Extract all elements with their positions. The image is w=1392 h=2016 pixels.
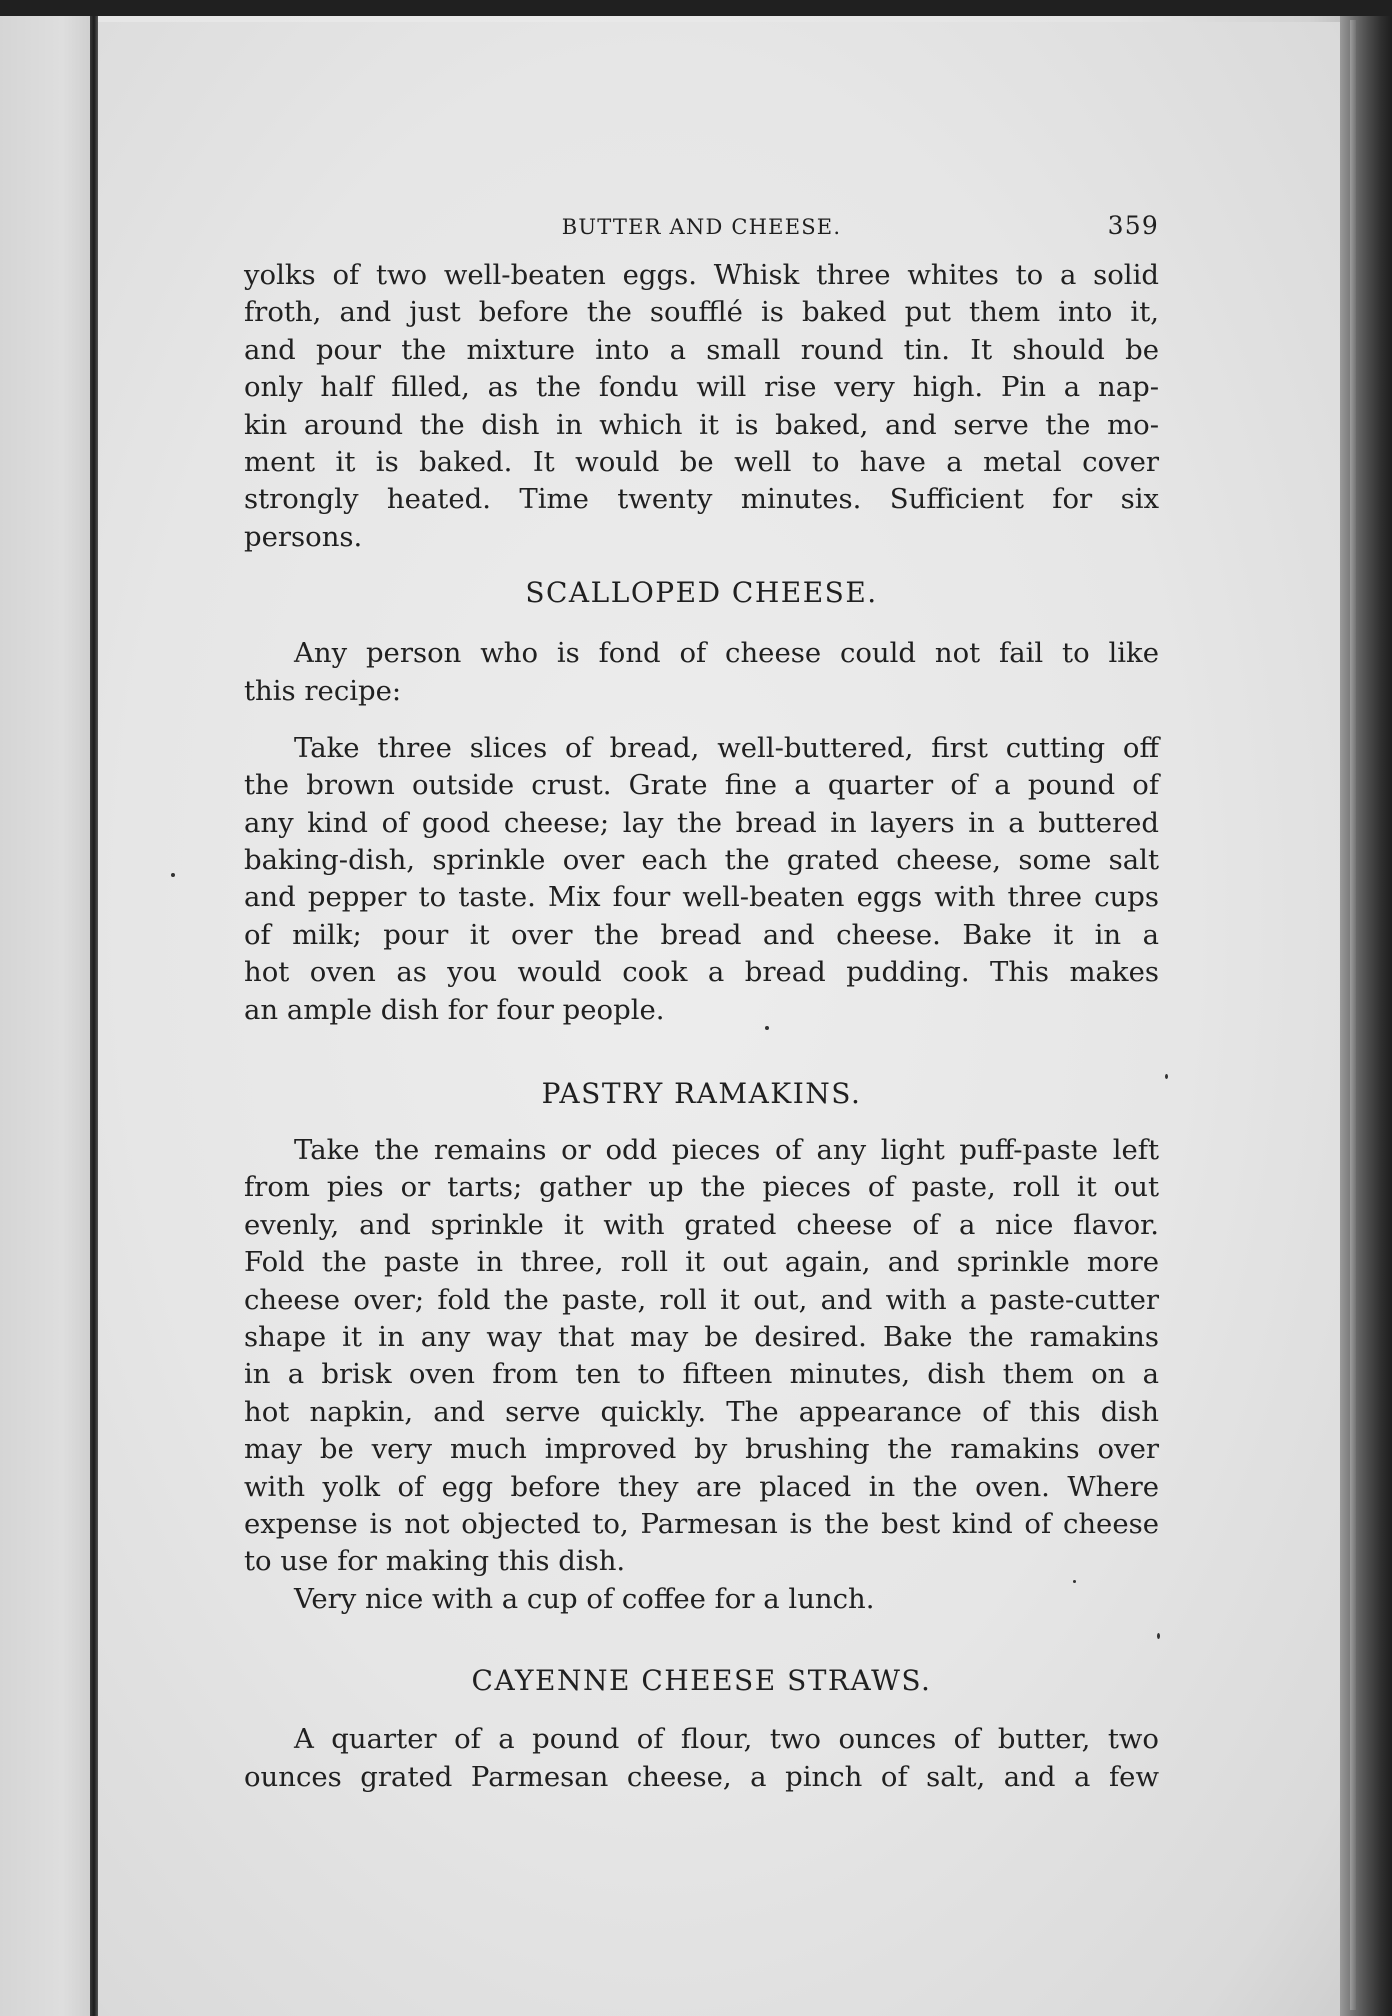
text-line: expense is not objected to, Parmesan is the best kind of cheese <box>244 1507 1159 1540</box>
continuation-paragraph <box>244 257 1159 556</box>
text-line: the brown outside crust. Grate fine a quarter of a pound of <box>244 769 1159 802</box>
page-text <box>244 205 1159 1796</box>
text-line: hot napkin, and serve quickly. The appearance of this dish <box>244 1395 1159 1428</box>
text-line: Very nice with a cup of coffee for a lunch. <box>294 1582 875 1615</box>
text-line: hot oven as you would cook a bread pudding. This makes <box>244 956 1159 989</box>
paragraph-gap <box>244 710 1159 730</box>
text-line: strongly heated. Time twenty minutes. Sufficient for six <box>244 483 1159 516</box>
text-line: and pepper to taste. Mix four well-beaten eggs with three cups <box>244 881 1159 914</box>
text-line: kin around the dish in which it is baked, and serve the mo- <box>244 408 1159 441</box>
paragraph <box>244 1721 1159 1796</box>
paragraph <box>244 730 1159 1029</box>
text-line: froth, and just before the soufflé is baked put them into it, <box>244 296 1159 329</box>
page-edge-highlight <box>1350 20 1356 2010</box>
text-line: in a brisk oven from ten to fifteen minutes, dish them on a <box>244 1358 1159 1391</box>
text-line: Take three slices of bread, well-buttered, first cutting off <box>294 731 1159 764</box>
page-number: 359 <box>1107 211 1159 240</box>
facing-page-edge <box>0 16 90 2016</box>
text-line: only half filled, as the fondu will rise very high. Pin a nap- <box>244 371 1159 404</box>
paragraph <box>244 1132 1159 1581</box>
text-line: from pies or tarts; gather up the pieces of paste, roll it out <box>244 1171 1159 1204</box>
text-line: Any person who is fond of cheese could not fail to like <box>294 637 1159 670</box>
text-line: to use for making this dish. <box>244 1545 626 1578</box>
paragraph <box>244 635 1159 710</box>
ink-speck <box>1165 1074 1168 1079</box>
scan-top-border <box>0 0 1392 16</box>
text-line: an ample dish for four people. <box>244 993 665 1026</box>
text-line: this recipe: <box>244 674 402 707</box>
text-line: yolks of two well-beaten eggs. Whisk three whites to a solid <box>244 259 1159 291</box>
text-line: cheese over; fold the paste, roll it out, and with a paste-cutter <box>244 1283 1159 1316</box>
text-line: of milk; pour it over the bread and cheese. Bake it in a <box>244 918 1159 951</box>
ink-speck <box>171 873 175 877</box>
text-line: baking-dish, sprinkle over each the grated cheese, some salt <box>244 844 1159 877</box>
running-head-title: BUTTER AND CHEESE. <box>561 215 842 239</box>
text-line: persons. <box>244 520 363 553</box>
text-line: Take the remains or odd pieces of any light puff-paste left <box>294 1134 1159 1167</box>
text-line: ounces grated Parmesan cheese, a pinch of salt, and a few <box>244 1760 1159 1793</box>
text-line: any kind of good cheese; lay the bread in layers in a buttered <box>244 806 1159 839</box>
text-line: A quarter of a pound of flour, two ounces of butter, two <box>294 1723 1159 1756</box>
section-heading-scalloped-cheese: SCALLOPED CHEESE. <box>525 576 878 610</box>
text-line: ment it is baked. It would be well to have a metal cover <box>244 445 1159 478</box>
text-line: Fold the paste in three, roll it out again, and sprinkle more <box>244 1246 1159 1279</box>
paragraph <box>244 1581 1159 1618</box>
running-head <box>244 205 1159 245</box>
text-line: and pour the mixture into a small round tin. It should be <box>244 333 1159 366</box>
text-line: with yolk of egg before they are placed in the oven. Where <box>244 1470 1159 1503</box>
text-line: evenly, and sprinkle it with grated cheese of a nice flavor. <box>244 1208 1159 1241</box>
page-block-edge <box>1340 16 1392 2016</box>
text-line: shape it in any way that may be desired. Bake the ramakins <box>244 1320 1159 1353</box>
section-heading-cayenne-cheese-straws: CAYENNE CHEESE STRAWS. <box>471 1664 932 1698</box>
book-gutter <box>90 16 98 2016</box>
text-line: may be very much improved by brushing the ramakins over <box>244 1433 1159 1466</box>
section-heading-pastry-ramakins: PASTRY RAMAKINS. <box>541 1077 862 1111</box>
